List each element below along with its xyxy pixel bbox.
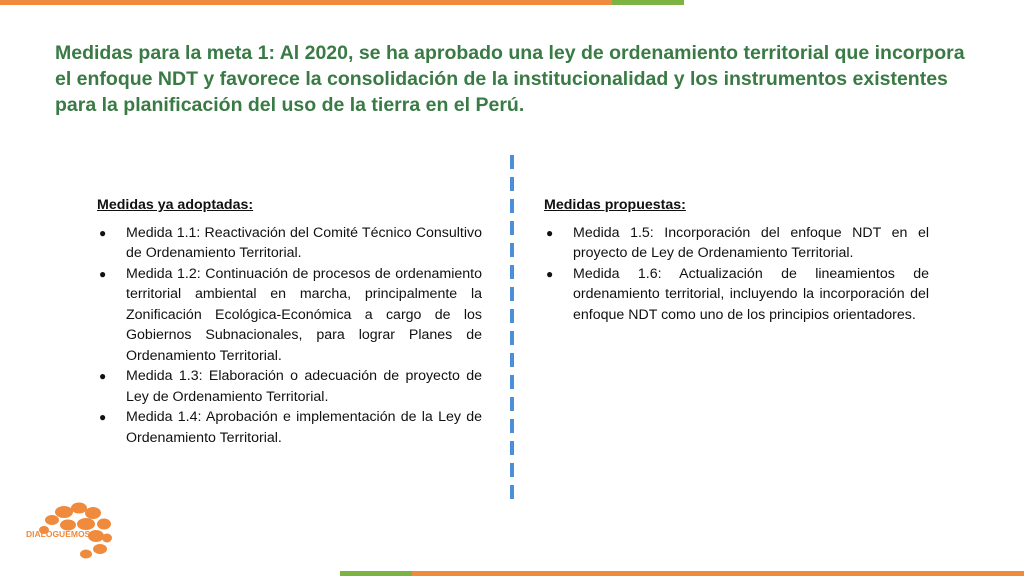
proposed-measures-column: [544, 195, 929, 325]
list-item: ● Medida 1.5: Incorporación del enfoque NDT en el proyecto de Ley de Ordenamiento Territorial.: [546, 224, 929, 261]
proposed-measures-heading: Medidas propuestas:: [544, 197, 686, 213]
bullet-icon: ●: [546, 225, 554, 240]
list-item: ● Medida 1.6: Actualización de lineamientos de ordenamiento territorial, incluyendo la incorporación del enfoque NDT como uno de los principios orientadores.: [546, 265, 929, 323]
list-item: ● Medida 1.4: Aprobación e implementación de la Ley de Ordenamiento Territorial.: [99, 409, 482, 446]
dialoguemos-logo: [24, 498, 114, 568]
bottom-green-bar: [340, 571, 412, 576]
bullet-icon: ●: [99, 410, 107, 424]
list-item: ● Medida 1.2: Continuación de procesos de ordenamiento territorial ambiental en marcha, principalmente la Zonificación Ecológica-Económica a cargo de los Gobiernos Subnacionales, para lograr Planes de Ordenamiento Territorial.: [99, 265, 482, 364]
column-divider: [510, 155, 514, 507]
bullet-icon: ●: [99, 225, 107, 240]
bullet-icon: ●: [99, 369, 107, 383]
top-green-bar: [612, 0, 684, 5]
list-item: ● Medida 1.1: Reactivación del Comité Técnico Consultivo de Ordenamiento Territorial.: [99, 224, 482, 261]
svg-text:DIALOGUEMOS: DIALOGUEMOS: [26, 529, 91, 539]
top-orange-bar: [0, 0, 612, 5]
proposed-measures-list: [544, 223, 929, 326]
list-item: ● Medida 1.3: Elaboración o adecuación de proyecto de Ley de Ordenamiento Territorial.: [99, 368, 482, 405]
bottom-orange-bar: [412, 571, 1024, 576]
adopted-measures-column: [97, 195, 482, 448]
slide-title: Medidas para la meta 1: Al 2020, se ha aprobado una ley de ordenamiento territorial que incorpora el enfoque NDT y favorece la consolidación de la institucionalidad y los instrumentos existentes para la planificación del uso de la tierra en el Perú.: [55, 42, 965, 116]
adopted-measures-list: [97, 223, 482, 449]
adopted-measures-heading: Medidas ya adoptadas:: [97, 197, 254, 213]
bullet-icon: ●: [99, 266, 107, 281]
bullet-icon: ●: [546, 266, 554, 281]
dialoguemos-speech-bubbles-icon: [24, 498, 114, 568]
